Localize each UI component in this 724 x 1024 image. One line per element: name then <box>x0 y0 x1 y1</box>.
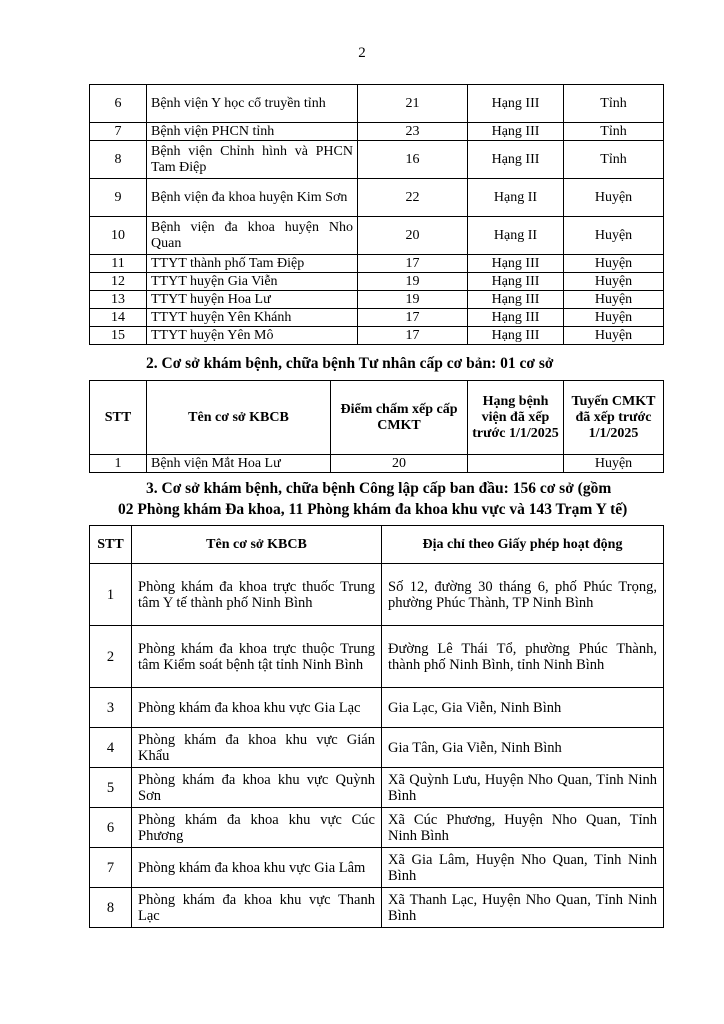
score-cell: 20 <box>358 217 468 255</box>
section-3-heading-line2: 02 Phòng khám Đa khoa, 11 Phòng khám đa khoa khu vực và 143 Trạm Y tế) <box>118 501 628 518</box>
score-cell: 16 <box>358 141 468 179</box>
address-cell: Xã Cúc Phương, Huyện Nho Quan, Tỉnh Ninh Bình <box>382 808 664 848</box>
section-3-heading-line1: 3. Cơ sở khám bệnh, chữa bệnh Công lập cấp ban đầu: 156 cơ sở (gồm <box>146 480 612 497</box>
score-cell: 17 <box>358 255 468 273</box>
name-header: Tên cơ sở KBCB <box>147 381 331 455</box>
rank-cell: Hạng III <box>468 273 564 291</box>
level-cell: Huyện <box>564 455 664 473</box>
facility-name-cell: Bệnh viện Chỉnh hình và PHCN Tam Điệp <box>147 141 358 179</box>
level-cell: Huyện <box>564 179 664 217</box>
facility-name-cell: Phòng khám đa khoa khu vực Cúc Phương <box>132 808 382 848</box>
address-cell: Số 12, đường 30 tháng 6, phố Phúc Trọng, phường Phúc Thành, TP Ninh Bình <box>382 564 664 626</box>
address-header: Địa chỉ theo Giấy phép hoạt động <box>382 526 664 564</box>
level-cell: Huyện <box>564 309 664 327</box>
stt-cell: 11 <box>90 255 147 273</box>
rank-header: Hạng bệnh viện đã xếp trước 1/1/2025 <box>468 381 564 455</box>
table-row <box>90 455 664 473</box>
score-cell: 19 <box>358 273 468 291</box>
rank-cell: Hạng III <box>468 123 564 141</box>
stt-cell: 8 <box>90 141 147 179</box>
facility-name-cell: TTYT thành phố Tam Điệp <box>147 255 358 273</box>
facility-name-cell: TTYT huyện Hoa Lư <box>147 291 358 309</box>
stt-cell: 1 <box>90 564 132 626</box>
address-cell: Gia Lạc, Gia Viễn, Ninh Bình <box>382 688 664 728</box>
table-row <box>90 179 664 217</box>
address-cell: Đường Lê Thái Tổ, phường Phúc Thành, thành phố Ninh Bình, tỉnh Ninh Bình <box>382 626 664 688</box>
score-cell: 21 <box>358 85 468 123</box>
stt-cell: 10 <box>90 217 147 255</box>
table-row <box>90 309 664 327</box>
stt-cell: 7 <box>90 848 132 888</box>
level-cell: Tỉnh <box>564 123 664 141</box>
facility-name-cell: Phòng khám đa khoa trực thuốc Trung tâm Y tế thành phố Ninh Bình <box>132 564 382 626</box>
level-cell: Huyện <box>564 291 664 309</box>
rank-cell: Hạng III <box>468 141 564 179</box>
facility-name-cell: Bệnh viện PHCN tỉnh <box>147 123 358 141</box>
facility-name-cell: Phòng khám đa khoa khu vực Gia Lạc <box>132 688 382 728</box>
table-row <box>90 888 664 928</box>
level-cell: Huyện <box>564 217 664 255</box>
table-row <box>90 848 664 888</box>
table-row <box>90 123 664 141</box>
level-cell: Tỉnh <box>564 141 664 179</box>
stt-cell: 1 <box>90 455 147 473</box>
score-cell: 17 <box>358 327 468 345</box>
stt-cell: 9 <box>90 179 147 217</box>
table-row <box>90 85 664 123</box>
stt-cell: 14 <box>90 309 147 327</box>
table-row <box>90 141 664 179</box>
rank-cell: Hạng III <box>468 85 564 123</box>
level-cell: Huyện <box>564 255 664 273</box>
stt-cell: 4 <box>90 728 132 768</box>
stt-cell: 3 <box>90 688 132 728</box>
table-row <box>90 564 664 626</box>
facility-name-cell: Bệnh viện đa khoa huyện Kim Sơn <box>147 179 358 217</box>
stt-cell: 15 <box>90 327 147 345</box>
stt-cell: 7 <box>90 123 147 141</box>
table-row <box>90 291 664 309</box>
level-cell: Tỉnh <box>564 85 664 123</box>
table-row <box>90 327 664 345</box>
table-row <box>90 808 664 848</box>
table-row <box>90 728 664 768</box>
facility-name-cell: Phòng khám đa khoa khu vực Gia Lâm <box>132 848 382 888</box>
stt-header: STT <box>90 381 147 455</box>
table-row <box>90 768 664 808</box>
facility-name-cell: Phòng khám đa khoa khu vực Quỳnh Sơn <box>132 768 382 808</box>
score-cell: 19 <box>358 291 468 309</box>
rank-cell: Hạng III <box>468 255 564 273</box>
table-row <box>90 217 664 255</box>
stt-header: STT <box>90 526 132 564</box>
stt-cell: 6 <box>90 808 132 848</box>
stt-cell: 8 <box>90 888 132 928</box>
name-header: Tên cơ sở KBCB <box>132 526 382 564</box>
address-cell: Xã Thanh Lạc, Huyện Nho Quan, Tỉnh Ninh Bình <box>382 888 664 928</box>
facilities-table-continued <box>89 84 664 345</box>
facility-name-cell: TTYT huyện Yên Mô <box>147 327 358 345</box>
rank-cell: Hạng III <box>468 309 564 327</box>
rank-cell: Hạng III <box>468 291 564 309</box>
facility-name-cell: TTYT huyện Yên Khánh <box>147 309 358 327</box>
score-cell: 20 <box>331 455 468 473</box>
stt-cell: 6 <box>90 85 147 123</box>
table-row <box>90 688 664 728</box>
rank-cell: Hạng II <box>468 217 564 255</box>
stt-cell: 13 <box>90 291 147 309</box>
public-primary-facilities-table <box>89 525 664 928</box>
rank-cell: Hạng III <box>468 327 564 345</box>
table-row <box>90 626 664 688</box>
rank-cell <box>468 455 564 473</box>
address-cell: Gia Tân, Gia Viễn, Ninh Bình <box>382 728 664 768</box>
address-cell: Xã Gia Lâm, Huyện Nho Quan, Tỉnh Ninh Bình <box>382 848 664 888</box>
private-facilities-table <box>89 380 664 473</box>
table-row <box>90 273 664 291</box>
stt-cell: 5 <box>90 768 132 808</box>
score-cell: 23 <box>358 123 468 141</box>
facility-name-cell: Bệnh viện Y học cổ truyền tỉnh <box>147 85 358 123</box>
score-cell: 17 <box>358 309 468 327</box>
table-row <box>90 255 664 273</box>
level-cell: Huyện <box>564 273 664 291</box>
stt-cell: 2 <box>90 626 132 688</box>
level-cell: Huyện <box>564 327 664 345</box>
table-header-row <box>90 381 664 455</box>
score-header: Điểm chấm xếp cấp CMKT <box>331 381 468 455</box>
table-header-row <box>90 526 664 564</box>
score-cell: 22 <box>358 179 468 217</box>
level-header: Tuyến CMKT đã xếp trước 1/1/2025 <box>564 381 664 455</box>
facility-name-cell: TTYT huyện Gia Viễn <box>147 273 358 291</box>
rank-cell: Hạng II <box>468 179 564 217</box>
stt-cell: 12 <box>90 273 147 291</box>
facility-name-cell: Phòng khám đa khoa khu vực Thanh Lạc <box>132 888 382 928</box>
facility-name-cell: Bệnh viện đa khoa huyện Nho Quan <box>147 217 358 255</box>
address-cell: Xã Quỳnh Lưu, Huyện Nho Quan, Tỉnh Ninh Bình <box>382 768 664 808</box>
facility-name-cell: Phòng khám đa khoa trực thuộc Trung tâm Kiểm soát bệnh tật tỉnh Ninh Bình <box>132 626 382 688</box>
section-2-heading: 2. Cơ sở khám bệnh, chữa bệnh Tư nhân cấp cơ bản: 01 cơ sở <box>146 355 554 372</box>
facility-name-cell: Bệnh viện Mắt Hoa Lư <box>147 455 331 473</box>
page-number: 2 <box>358 45 366 61</box>
facility-name-cell: Phòng khám đa khoa khu vực Gián Khẩu <box>132 728 382 768</box>
